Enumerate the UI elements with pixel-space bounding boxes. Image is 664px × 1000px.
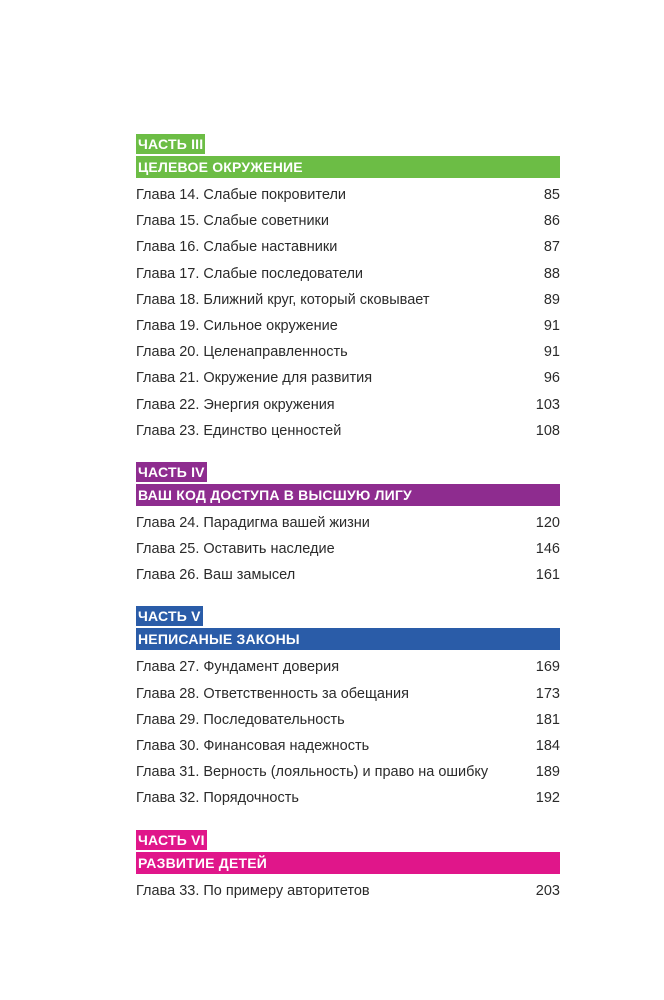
part-title: ЦЕЛЕВОЕ ОКРУЖЕНИЕ: [136, 156, 560, 178]
toc-entry[interactable]: [136, 562, 560, 588]
toc-entry[interactable]: [136, 418, 560, 444]
page-number: 161: [535, 567, 560, 584]
page-number: 96: [543, 370, 560, 387]
toc-entry[interactable]: [136, 287, 560, 313]
page-number: 87: [543, 239, 560, 256]
toc-entry[interactable]: [136, 313, 560, 339]
page-number: 203: [535, 882, 560, 899]
toc-entry[interactable]: [136, 536, 560, 562]
toc-part-section: [136, 134, 560, 444]
page-number: 85: [543, 187, 560, 203]
page-number: 169: [535, 659, 560, 676]
toc-entry[interactable]: [136, 261, 560, 287]
page-number: 120: [535, 514, 560, 531]
chapter-title: Глава 20. Целенаправленность: [136, 344, 348, 361]
toc-entry[interactable]: [136, 392, 560, 418]
toc-entry[interactable]: [136, 759, 560, 785]
toc-entry[interactable]: [136, 182, 560, 208]
page-number: 173: [535, 685, 560, 702]
toc-part-section: [136, 606, 560, 811]
toc-entry[interactable]: [136, 339, 560, 365]
part-label: ЧАСТЬ V: [138, 608, 201, 625]
part-title: НЕПИСАНЫЕ ЗАКОНЫ: [136, 628, 560, 650]
part-title: ВАШ КОД ДОСТУПА В ВЫСШУЮ ЛИГУ: [136, 484, 560, 506]
chapter-title: Глава 29. Последовательность: [136, 711, 345, 728]
toc-entry[interactable]: [136, 878, 560, 904]
page-number: 181: [535, 711, 560, 728]
page-number: 108: [535, 422, 560, 439]
toc-entry[interactable]: [136, 733, 560, 759]
toc-entry[interactable]: [136, 654, 560, 680]
chapter-title: Глава 23. Единство ценностей: [136, 422, 342, 439]
page-number: 103: [535, 396, 560, 413]
chapter-title: Глава 24. Парадигма вашей жизни: [136, 514, 370, 531]
chapter-title: Глава 33. По примеру авторитетов: [136, 882, 370, 899]
chapter-title: Глава 21. Окружение для развития: [136, 370, 373, 387]
chapter-title: Глава 19. Сильное окружение: [136, 317, 338, 334]
page-number: 192: [535, 790, 560, 807]
toc-entry[interactable]: [136, 365, 560, 391]
part-label: ЧАСТЬ IV: [138, 463, 205, 480]
chapter-title: Глава 27. Фундамент доверия: [136, 659, 340, 676]
toc-entry[interactable]: [136, 785, 560, 811]
page-number: 189: [535, 764, 560, 781]
chapter-title: Глава 28. Ответственность за обещания: [136, 685, 409, 702]
page-number: 86: [543, 213, 560, 230]
page-number: 88: [543, 265, 560, 282]
toc-entry[interactable]: [136, 681, 560, 707]
part-label: ЧАСТЬ III: [138, 136, 204, 152]
chapter-title: Глава 25. Оставить наследие: [136, 541, 335, 558]
page-number: 146: [535, 541, 560, 558]
toc-entry[interactable]: [136, 510, 560, 536]
chapter-title: Глава 30. Финансовая надежность: [136, 738, 370, 754]
chapter-title: Глава 16. Слабые наставники: [136, 239, 338, 256]
part-label: ЧАСТЬ VI: [138, 831, 205, 848]
page-number: 89: [543, 291, 560, 308]
part-title: РАЗВИТИЕ ДЕТЕЙ: [136, 852, 560, 874]
page-number: 91: [543, 317, 560, 334]
chapter-title: Глава 22. Энергия окружения: [136, 396, 335, 413]
chapter-title: Глава 32. Порядочность: [136, 790, 299, 807]
chapter-title: Глава 17. Слабые последователи: [136, 265, 364, 282]
chapter-title: Глава 18. Ближний круг, который сковывает: [136, 291, 430, 308]
chapter-title: Глава 26. Ваш замысел: [136, 567, 296, 584]
page-number: 91: [543, 344, 560, 361]
toc-entry[interactable]: [136, 707, 560, 733]
chapter-title: Глава 14. Слабые покровители: [136, 187, 347, 203]
toc-part-section: [136, 462, 560, 589]
chapter-title: Глава 31. Верность (лояльность) и право на ошибку: [136, 764, 489, 781]
toc-entry[interactable]: [136, 234, 560, 260]
toc-part-section: [136, 830, 560, 904]
toc-entry[interactable]: [136, 208, 560, 234]
chapter-title: Глава 15. Слабые советники: [136, 213, 329, 230]
page-number: 184: [535, 738, 560, 754]
table-of-contents: [136, 134, 560, 922]
